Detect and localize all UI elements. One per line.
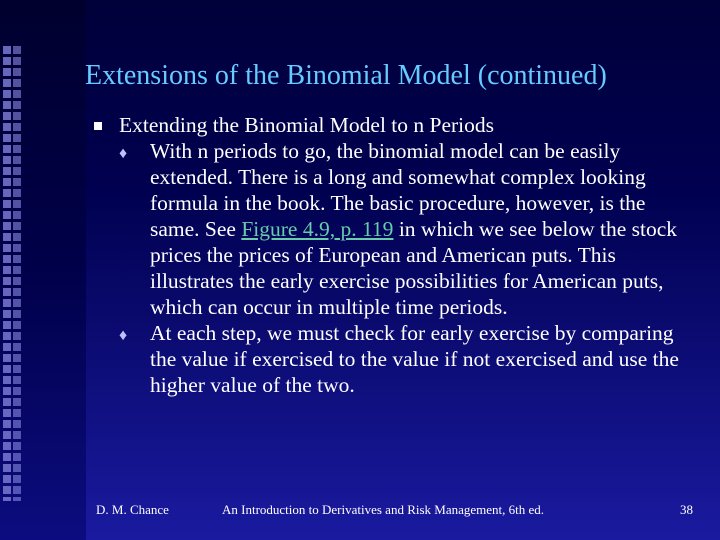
figure-link[interactable]: Figure 4.9, p. 119	[241, 217, 394, 241]
bullet-item-level2	[90, 320, 700, 398]
bullet-item-level2	[90, 138, 700, 320]
decorative-side-strip	[0, 0, 86, 540]
diamond-bullet-icon: ♦	[119, 327, 128, 344]
footer-book-title: An Introduction to Derivatives and Risk Management, 6th ed.	[222, 502, 545, 517]
footer-author: D. M. Chance	[96, 502, 169, 517]
square-pattern-column	[13, 46, 21, 501]
bullet-text-part: With n periods to go, the binomial model can be easily extended. There is a long and somewhat complex looking formula in the book. The basic procedure, however, is the same. See	[150, 139, 646, 241]
square-bullet-icon	[94, 122, 102, 130]
square-pattern-column	[3, 46, 11, 501]
slide-content	[90, 112, 690, 398]
slide-title: Extensions of the Binomial Model (continued)	[85, 60, 607, 91]
footer-page-number: 38	[680, 502, 693, 517]
diamond-bullet-icon: ♦	[119, 145, 128, 162]
bullet-text-part: in which we see below the stock prices the prices of European and American puts. This illustrates the early exercise possibilities for American puts, which can occur in multiple time periods.	[150, 217, 678, 319]
bullet-text: Extending the Binomial Model to n Periods	[119, 113, 495, 137]
bullet-item-level1	[90, 112, 690, 138]
bullet-text: At each step, we must check for early exercise by comparing the value if exercised to the value if not exercised and use the higher value of the two.	[150, 321, 679, 397]
